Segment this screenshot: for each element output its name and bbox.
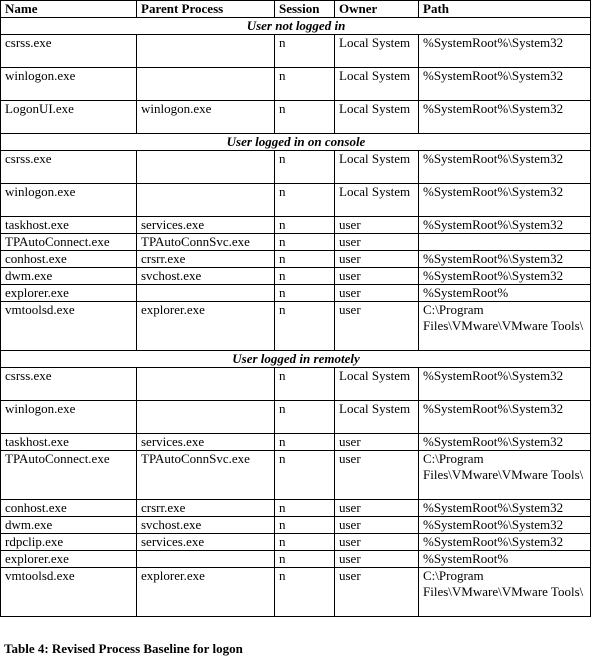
cell-name: taskhost.exe <box>1 434 137 451</box>
cell-path: %SystemRoot%\System32 <box>419 251 591 268</box>
cell-session: n <box>275 101 335 134</box>
cell-name: explorer.exe <box>1 285 137 302</box>
cell-name: winlogon.exe <box>1 401 137 434</box>
table-row <box>1 35 591 68</box>
cell-session: n <box>275 500 335 517</box>
table-body <box>1 18 591 617</box>
cell-name: csrss.exe <box>1 35 137 68</box>
table-row <box>1 151 591 184</box>
cell-name: dwm.exe <box>1 517 137 534</box>
cell-owner: Local System <box>335 368 419 401</box>
cell-name: vmtoolsd.exe <box>1 302 137 351</box>
cell-path: %SystemRoot%\System32 <box>419 368 591 401</box>
cell-owner: Local System <box>335 68 419 101</box>
cell-path: %SystemRoot%\System32 <box>419 534 591 551</box>
cell-owner: user <box>335 551 419 568</box>
cell-name: winlogon.exe <box>1 184 137 217</box>
header-parent-process: Parent Process <box>137 1 275 18</box>
cell-path: %SystemRoot%\System32 <box>419 401 591 434</box>
cell-session: n <box>275 551 335 568</box>
cell-name: dwm.exe <box>1 268 137 285</box>
table-row <box>1 551 591 568</box>
cell-parent-process: explorer.exe <box>137 568 275 617</box>
cell-name: rdpclip.exe <box>1 534 137 551</box>
header-name: Name <box>1 1 137 18</box>
cell-session: n <box>275 517 335 534</box>
cell-name: csrss.exe <box>1 151 137 184</box>
cell-path: %SystemRoot%\System32 <box>419 268 591 285</box>
cell-parent-process <box>137 151 275 184</box>
cell-path: %SystemRoot%\System32 <box>419 434 591 451</box>
header-session: Session <box>275 1 335 18</box>
cell-owner: Local System <box>335 401 419 434</box>
cell-path: %SystemRoot%\System32 <box>419 35 591 68</box>
cell-path: %SystemRoot%\System32 <box>419 151 591 184</box>
cell-name: conhost.exe <box>1 251 137 268</box>
cell-session: n <box>275 401 335 434</box>
cell-name: winlogon.exe <box>1 68 137 101</box>
cell-path <box>419 234 591 251</box>
cell-name: taskhost.exe <box>1 217 137 234</box>
cell-owner: user <box>335 285 419 302</box>
table-row <box>1 285 591 302</box>
cell-parent-process: services.exe <box>137 434 275 451</box>
cell-name: TPAutoConnect.exe <box>1 234 137 251</box>
cell-name: conhost.exe <box>1 500 137 517</box>
cell-parent-process: svchost.exe <box>137 517 275 534</box>
table-row <box>1 401 591 434</box>
table-caption: Table 4: Revised Process Baseline for logon <box>4 641 243 656</box>
table-row <box>1 517 591 534</box>
cell-parent-process: TPAutoConnSvc.exe <box>137 451 275 500</box>
cell-owner: Local System <box>335 35 419 68</box>
cell-session: n <box>275 285 335 302</box>
table-row <box>1 68 591 101</box>
table-row <box>1 251 591 268</box>
cell-parent-process: services.exe <box>137 534 275 551</box>
table-row <box>1 234 591 251</box>
header-owner: Owner <box>335 1 419 18</box>
cell-path: C:\Program Files\VMware\VMware Tools\ <box>419 568 591 617</box>
cell-owner: user <box>335 500 419 517</box>
cell-path: %SystemRoot%\System32 <box>419 68 591 101</box>
table-row <box>1 568 591 617</box>
table-row <box>1 217 591 234</box>
table-row <box>1 500 591 517</box>
cell-parent-process <box>137 285 275 302</box>
cell-parent-process: crsrr.exe <box>137 500 275 517</box>
table-row <box>1 302 591 351</box>
cell-path: %SystemRoot% <box>419 285 591 302</box>
cell-parent-process <box>137 368 275 401</box>
cell-path: %SystemRoot%\System32 <box>419 517 591 534</box>
cell-parent-process: services.exe <box>137 217 275 234</box>
cell-session: n <box>275 35 335 68</box>
cell-parent-process: explorer.exe <box>137 302 275 351</box>
table-row <box>1 268 591 285</box>
cell-parent-process <box>137 68 275 101</box>
cell-session: n <box>275 302 335 351</box>
cell-parent-process <box>137 551 275 568</box>
cell-session: n <box>275 184 335 217</box>
cell-session: n <box>275 268 335 285</box>
cell-name: vmtoolsd.exe <box>1 568 137 617</box>
cell-session: n <box>275 451 335 500</box>
cell-owner: Local System <box>335 101 419 134</box>
cell-session: n <box>275 68 335 101</box>
section-title: User logged in remotely <box>1 351 591 368</box>
cell-owner: Local System <box>335 151 419 184</box>
cell-owner: user <box>335 251 419 268</box>
cell-parent-process <box>137 35 275 68</box>
cell-owner: user <box>335 268 419 285</box>
cell-owner: user <box>335 568 419 617</box>
cell-name: explorer.exe <box>1 551 137 568</box>
cell-parent-process: TPAutoConnSvc.exe <box>137 234 275 251</box>
cell-owner: user <box>335 534 419 551</box>
cell-session: n <box>275 217 335 234</box>
cell-owner: user <box>335 302 419 351</box>
cell-owner: user <box>335 234 419 251</box>
cell-owner: user <box>335 451 419 500</box>
table-row <box>1 184 591 217</box>
cell-parent-process: svchost.exe <box>137 268 275 285</box>
cell-session: n <box>275 434 335 451</box>
cell-name: TPAutoConnect.exe <box>1 451 137 500</box>
table-row <box>1 534 591 551</box>
cell-session: n <box>275 234 335 251</box>
cell-path: %SystemRoot% <box>419 551 591 568</box>
cell-parent-process: crsrr.exe <box>137 251 275 268</box>
header-path: Path <box>419 1 591 18</box>
cell-owner: user <box>335 434 419 451</box>
cell-name: csrss.exe <box>1 368 137 401</box>
table-row <box>1 434 591 451</box>
section-title: User logged in on console <box>1 134 591 151</box>
table-row <box>1 368 591 401</box>
cell-path: %SystemRoot%\System32 <box>419 217 591 234</box>
section-title: User not logged in <box>1 18 591 35</box>
table-row <box>1 101 591 134</box>
table-row <box>1 451 591 500</box>
cell-owner: user <box>335 217 419 234</box>
cell-parent-process <box>137 401 275 434</box>
section-row <box>1 351 591 368</box>
cell-path: C:\Program Files\VMware\VMware Tools\ <box>419 451 591 500</box>
cell-session: n <box>275 251 335 268</box>
cell-path: %SystemRoot%\System32 <box>419 101 591 134</box>
cell-session: n <box>275 151 335 184</box>
header-row <box>1 1 591 18</box>
cell-path: %SystemRoot%\System32 <box>419 184 591 217</box>
section-row <box>1 134 591 151</box>
cell-session: n <box>275 534 335 551</box>
cell-parent-process <box>137 184 275 217</box>
cell-path: C:\Program Files\VMware\VMware Tools\ <box>419 302 591 351</box>
cell-path: %SystemRoot%\System32 <box>419 500 591 517</box>
cell-session: n <box>275 568 335 617</box>
cell-owner: user <box>335 517 419 534</box>
cell-parent-process: winlogon.exe <box>137 101 275 134</box>
cell-name: LogonUI.exe <box>1 101 137 134</box>
section-row <box>1 18 591 35</box>
cell-owner: Local System <box>335 184 419 217</box>
table-header <box>1 1 591 18</box>
cell-session: n <box>275 368 335 401</box>
